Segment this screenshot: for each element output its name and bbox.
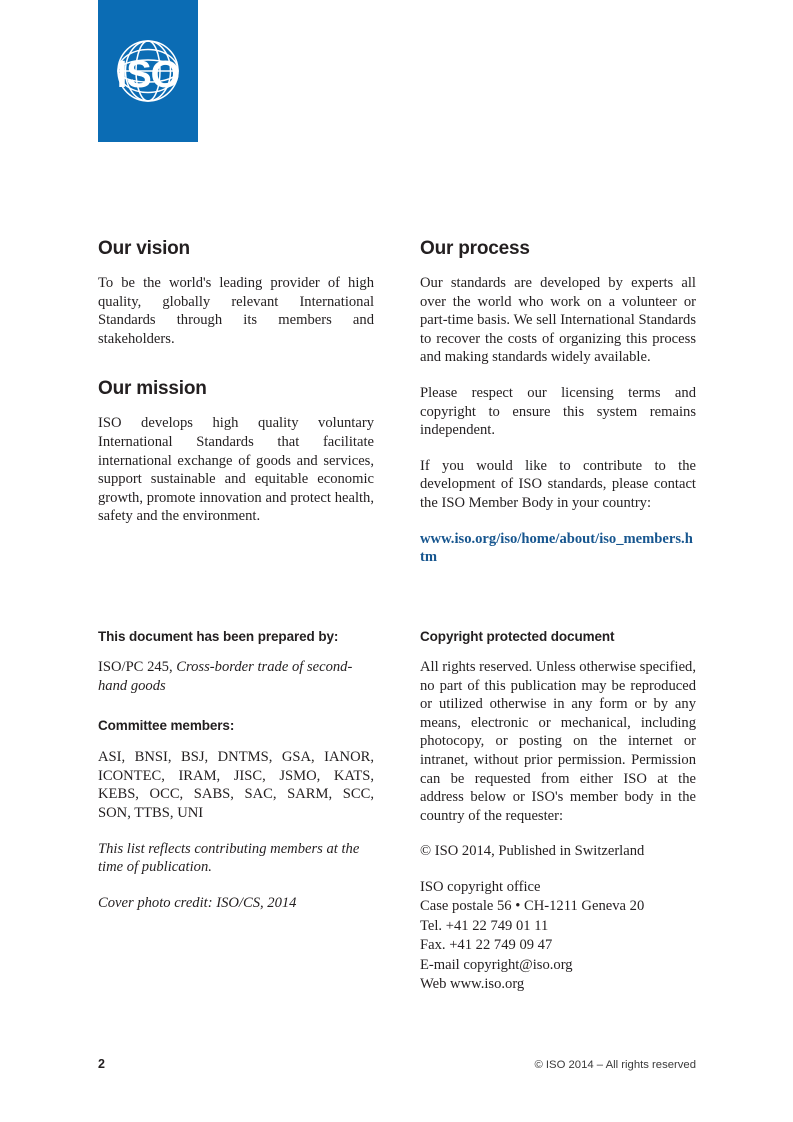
prepared-by-committee bbox=[98, 658, 374, 695]
our-process-paragraph-3: If you would like to contribute to the development of ISO standards, please contact the ISO Member Body in your country: bbox=[420, 457, 696, 511]
published-line: © ISO 2014, Published in Switzerland bbox=[420, 843, 645, 860]
our-mission-body: ISO develops high quality voluntary International Standards that facilitate international exchange of goods and services, support sustainable and equitable economic growth, promote innovation and protect health, safety and the environment. bbox=[98, 415, 374, 525]
committee-title: Cross-border trade of second-hand goods bbox=[98, 659, 353, 694]
our-mission-heading: Our mission bbox=[98, 378, 207, 400]
committee-code: ISO/PC 245, bbox=[98, 659, 177, 675]
right-column-lower bbox=[420, 628, 696, 994]
committee-members-heading: Committee members: bbox=[98, 718, 235, 734]
address-line-fax: Fax. +41 22 749 09 47 bbox=[420, 937, 553, 954]
iso-copyright-office-address bbox=[420, 878, 696, 994]
committee-members-list: ASI, BNSI, BSJ, DNTMS, GSA, IANOR, ICONTEC, IRAM, JISC, JSMO, KATS, KEBS, OCC, SABS, SAC, SARM, SCC, SON, TTBS, UNI bbox=[98, 749, 374, 821]
lower-columns bbox=[98, 628, 696, 994]
address-line-email: E-mail copyright@iso.org bbox=[420, 956, 573, 973]
left-column-lower bbox=[98, 628, 374, 994]
address-line-web: Web www.iso.org bbox=[420, 975, 525, 992]
copyright-protected-heading: Copyright protected document bbox=[420, 629, 615, 644]
our-process-paragraph-1: Our standards are developed by experts all over the world who work on a volunteer or part-time basis. We sell International Standards to recover the costs of organizing this process and making standards widely available. bbox=[420, 275, 696, 366]
left-column-upper bbox=[98, 238, 374, 567]
footer-copyright: © ISO 2014 – All rights reserved bbox=[534, 1059, 696, 1071]
cover-photo-credit: Cover photo credit: ISO/CS, 2014 bbox=[98, 894, 297, 911]
our-process-heading: Our process bbox=[420, 238, 530, 259]
iso-logo bbox=[98, 0, 198, 142]
upper-columns bbox=[98, 238, 696, 567]
our-process-paragraph-2: Please respect our licensing terms and copyright to ensure this system remains independent. bbox=[420, 384, 696, 439]
prepared-by-heading: This document has been prepared by: bbox=[98, 629, 339, 644]
iso-members-link[interactable]: www.iso.org/iso/home/about/iso_members.htm bbox=[420, 530, 693, 566]
iso-globe-logo-icon bbox=[107, 35, 189, 107]
page-number: 2 bbox=[98, 1057, 105, 1071]
address-line-postal: Case postale 56 • CH-1211 Geneva 20 bbox=[420, 898, 645, 915]
address-line-tel: Tel. +41 22 749 01 11 bbox=[420, 917, 549, 934]
our-vision-body: To be the world's leading provider of high quality, globally relevant International Standards through its members and stakeholders. bbox=[98, 275, 374, 347]
page-footer bbox=[98, 1057, 696, 1071]
address-line-office: ISO copyright office bbox=[420, 878, 541, 895]
committee-members-note: This list reflects contributing members at the time of publication. bbox=[98, 840, 360, 876]
right-column-upper bbox=[420, 238, 696, 567]
our-vision-heading: Our vision bbox=[98, 238, 190, 259]
copyright-paragraph: All rights reserved. Unless otherwise specified, no part of this publication may be reproduced or utilized otherwise in any form or by any means, electronic or mechanical, including photocopy, or posting on the internet or intranet, without prior permission. Permission can be requested from either ISO at the address below or ISO's member body in the country of the requester: bbox=[420, 659, 696, 824]
iso-wordmark: ISO bbox=[116, 54, 180, 96]
